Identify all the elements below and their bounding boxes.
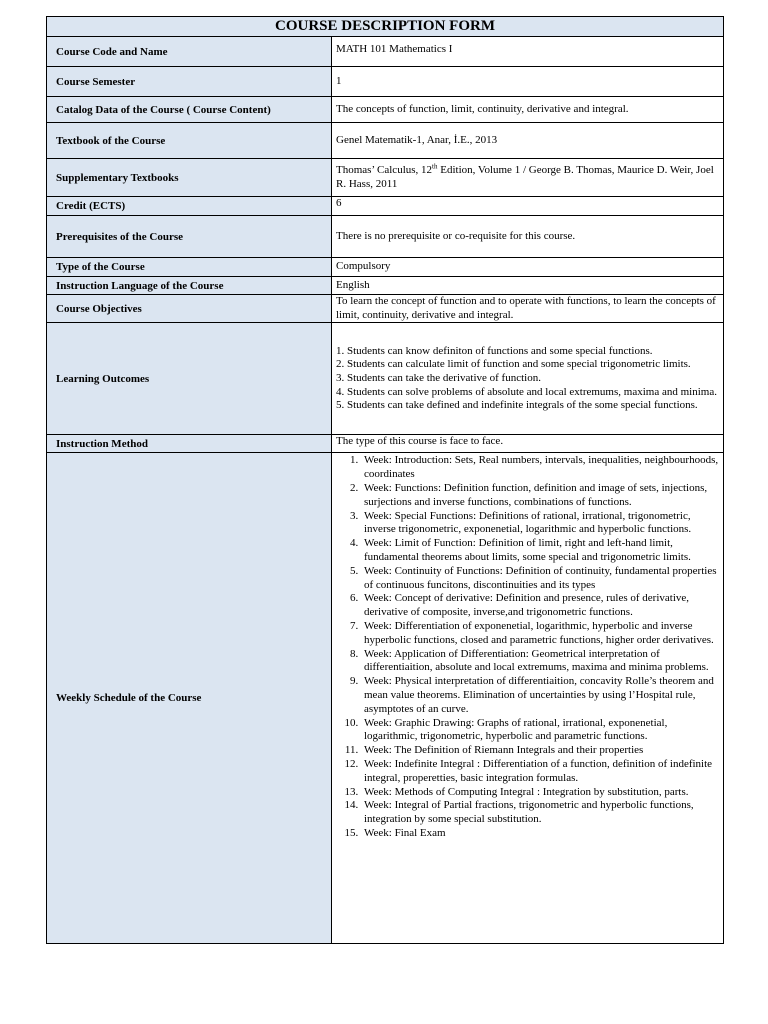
label-course-code: Course Code and Name [47,37,332,67]
weekly-item: 12. Week: Indefinite Integral : Differentiation of a function, definition of indefinite integral, properetties, basic integration formulas. [361,758,720,786]
weekly-item: 15. Week: Final Exam [361,827,720,841]
row-weekly [47,453,724,944]
value-supplementary [332,159,724,197]
form-title: COURSE DESCRIPTION FORM [47,17,724,37]
outcome-item: 5. Students can take defined and indefinite integrals of the some special functions. [336,399,698,412]
value-weekly [332,453,724,944]
weekly-schedule-list [335,454,720,840]
value-method: The type of this course is face to face. [332,435,724,453]
supplementary-text-start: Thomas’ Calculus, 12 [336,163,433,176]
weekly-item: 10. Week: Graphic Drawing: Graphs of rational, irrational, exponenetial, logarithmic, trigonometric, hyperbolic and parametric functions. [361,717,720,745]
row-method [47,435,724,453]
weekly-item: 13. Week: Methods of Computing Integral : Integration by substitution, parts. [361,786,720,800]
row-language [47,277,724,295]
value-prerequisites: There is no prerequisite or co-requisite for this course. [332,216,724,258]
weekly-item: 11. Week: The Definition of Riemann Integrals and their properties [361,744,720,758]
weekly-item: 5. Week: Continuity of Functions: Definition of continuity, fundamental properties of continuous funcitons, discontinuities and its types [361,565,720,593]
label-outcomes: Learning Outcomes [47,323,332,435]
weekly-item: 4. Week: Limit of Function: Definition of limit, right and left-hand limit, fundamental theorems about limits, some special and trigonometric limits. [361,537,720,565]
value-course-code: MATH 101 Mathematics I [332,37,724,67]
label-method: Instruction Method [47,435,332,453]
value-language: English [332,277,724,295]
supplementary-superscript: th [432,162,438,171]
row-supplementary [47,159,724,197]
value-outcomes [332,323,724,435]
label-weekly: Weekly Schedule of the Course [47,453,332,944]
value-objectives: To learn the concept of function and to operate with functions, to learn the concepts of limit, continuity, derivative and integral. [332,295,724,323]
row-catalog-data [47,97,724,123]
value-catalog-data: The concepts of function, limit, continuity, derivative and integral. [332,97,724,123]
outcome-item: 1. Students can know definiton of functions and some special functions. [336,344,653,357]
outcome-item: 4. Students can solve problems of absolute and local extremums, maxima and minima. [336,385,717,398]
value-credit: 6 [332,197,724,216]
supplementary-text-end: Edition, Volume 1 / George B. Thomas, Maurice D. Weir, Joel R. Hass, 2011 [336,163,714,190]
label-prerequisites: Prerequisites of the Course [47,216,332,258]
weekly-item: 14. Week: Integral of Partial fractions, trigonometric and hyperbolic functions, integration by some special substitution. [361,799,720,827]
label-catalog-data: Catalog Data of the Course ( Course Content) [47,97,332,123]
value-type: Compulsory [332,258,724,277]
row-semester [47,67,724,97]
row-prerequisites [47,216,724,258]
label-supplementary: Supplementary Textbooks [47,159,332,197]
form-title-row [47,17,724,37]
outcome-item: 2. Students can calculate limit of function and some special trigonometric limits. [336,358,691,371]
row-textbook [47,123,724,159]
row-course-code [47,37,724,67]
outcome-item: 3. Students can take the derivative of function. [336,372,541,385]
label-objectives: Course Objectives [47,295,332,323]
label-textbook: Textbook of the Course [47,123,332,159]
weekly-item: 6. Week: Concept of derivative: Definition and presence, rules of derivative, derivative of composite, inverse,and trigonometric functions. [361,592,720,620]
weekly-item: 2. Week: Functions: Definition function, definition and image of sets, injections, surjections and inverse functions, combinations of functions. [361,482,720,510]
value-textbook: Genel Matematik-1, Anar, İ.E., 2013 [332,123,724,159]
row-credit [47,197,724,216]
weekly-item: 3. Week: Special Functions: Definitions of rational, irrational, trigonometric, inverse trigonometric, exponenetial, logarithmic and hyperbolic functions. [361,510,720,538]
weekly-item: 7. Week: Differentiation of exponenetial, logarithmic, hyperbolic and inverse hyperbolic functions, closed and parametric functions, higher order derivatives. [361,620,720,648]
value-semester: 1 [332,67,724,97]
label-semester: Course Semester [47,67,332,97]
weekly-item: 8. Week: Application of Differentiation: Geometrical interpretation of differentiaition, absolute and local extremums, maxima and minima problems. [361,648,720,676]
label-language: Instruction Language of the Course [47,277,332,295]
row-objectives [47,295,724,323]
weekly-item: 1. Week: Introduction: Sets, Real numbers, intervals, inequalities, neighbourhoods, coordinates [361,454,720,482]
label-credit: Credit (ECTS) [47,197,332,216]
row-type [47,258,724,277]
row-outcomes [47,323,724,435]
label-type: Type of the Course [47,258,332,277]
weekly-item: 9. Week: Physical interpretation of differentiaition, concavity Rolle’s theorem and mean value theorems. Elimination of uncertainties by using l’Hospital rule, asymptotes of an curve. [361,675,720,716]
course-description-form [46,16,724,944]
